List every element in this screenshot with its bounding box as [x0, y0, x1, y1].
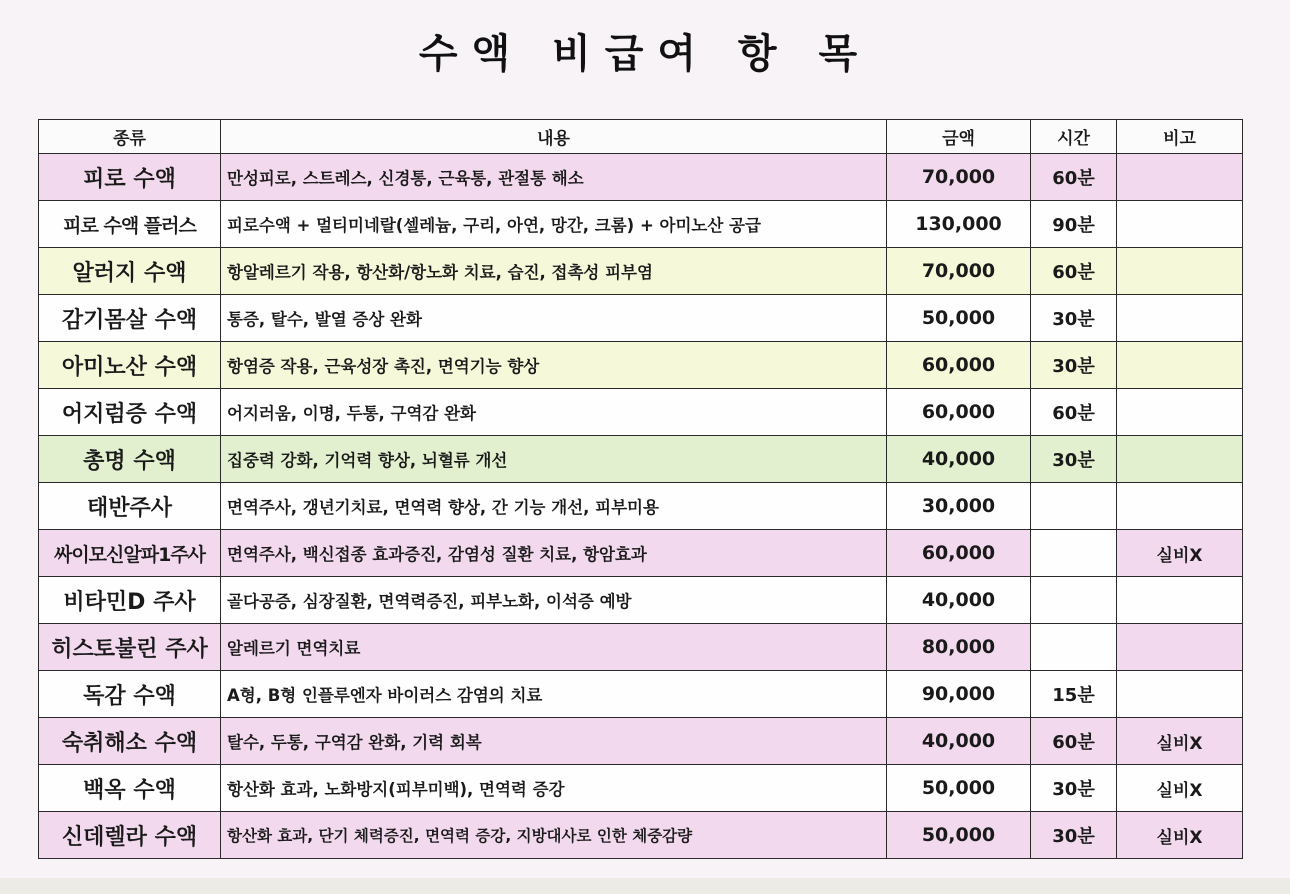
row-type: 백옥 수액 [39, 765, 221, 812]
row-desc: 집중력 강화, 기억력 향상, 뇌혈류 개선 [221, 436, 887, 483]
row-price: 60,000 [887, 389, 1031, 436]
row-time [1031, 483, 1117, 530]
row-note [1117, 577, 1243, 624]
table-row [39, 436, 1243, 483]
page-title: 수액 비급여 항 목 [418, 31, 872, 77]
header-desc: 내용 [221, 120, 887, 154]
row-desc: 항산화 효과, 단기 체력증진, 면역력 증강, 지방대사로 인한 체중감량 [221, 812, 887, 859]
price-table [38, 119, 1243, 859]
row-desc: 항산화 효과, 노화방지(피부미백), 면역력 증강 [221, 765, 887, 812]
row-price: 60,000 [887, 530, 1031, 577]
table-row [39, 671, 1243, 718]
row-type: 독감 수액 [39, 671, 221, 718]
row-note [1117, 295, 1243, 342]
table-row [39, 389, 1243, 436]
row-time: 15분 [1031, 671, 1117, 718]
row-note [1117, 154, 1243, 201]
row-time [1031, 624, 1117, 671]
table-row [39, 295, 1243, 342]
row-note [1117, 342, 1243, 389]
row-price: 40,000 [887, 436, 1031, 483]
row-desc: 탈수, 두통, 구역감 완화, 기력 회복 [221, 718, 887, 765]
row-time: 30분 [1031, 295, 1117, 342]
header-price: 금액 [887, 120, 1031, 154]
table-row [39, 342, 1243, 389]
row-type: 신데렐라 수액 [39, 812, 221, 859]
row-type: 숙취해소 수액 [39, 718, 221, 765]
table-row [39, 812, 1243, 859]
row-note: 실비X [1117, 530, 1243, 577]
row-price: 130,000 [887, 201, 1031, 248]
row-desc: A형, B형 인플루엔자 바이러스 감염의 치료 [221, 671, 887, 718]
header-note: 비고 [1117, 120, 1243, 154]
row-price: 90,000 [887, 671, 1031, 718]
row-type: 싸이모신알파1주사 [39, 530, 221, 577]
table-row [39, 718, 1243, 765]
row-type: 피로 수액 플러스 [39, 201, 221, 248]
row-desc: 통증, 탈수, 발열 증상 완화 [221, 295, 887, 342]
row-type: 어지럼증 수액 [39, 389, 221, 436]
table-row [39, 248, 1243, 295]
row-type: 알러지 수액 [39, 248, 221, 295]
row-desc: 항알레르기 작용, 항산화/항노화 치료, 습진, 접촉성 피부염 [221, 248, 887, 295]
table-row [39, 530, 1243, 577]
row-price: 40,000 [887, 577, 1031, 624]
row-price: 30,000 [887, 483, 1031, 530]
row-time: 60분 [1031, 389, 1117, 436]
row-note [1117, 483, 1243, 530]
row-desc: 골다공증, 심장질환, 면역력증진, 피부노화, 이석증 예방 [221, 577, 887, 624]
row-time: 30분 [1031, 812, 1117, 859]
row-time: 30분 [1031, 765, 1117, 812]
page-bottom-edge [0, 878, 1290, 894]
row-price: 70,000 [887, 154, 1031, 201]
row-time: 60분 [1031, 248, 1117, 295]
row-desc: 피로수액 + 멀티미네랄(셀레늄, 구리, 아연, 망간, 크롬) + 아미노산 공급 [221, 201, 887, 248]
row-note [1117, 389, 1243, 436]
row-note [1117, 201, 1243, 248]
row-desc: 면역주사, 백신접종 효과증진, 감염성 질환 치료, 항암효과 [221, 530, 887, 577]
row-time: 30분 [1031, 342, 1117, 389]
row-price: 50,000 [887, 295, 1031, 342]
row-type: 비타민D 주사 [39, 577, 221, 624]
row-price: 50,000 [887, 812, 1031, 859]
row-time [1031, 530, 1117, 577]
table-row [39, 483, 1243, 530]
table-row [39, 624, 1243, 671]
row-time: 90분 [1031, 201, 1117, 248]
row-desc: 면역주사, 갱년기치료, 면역력 향상, 간 기능 개선, 피부미용 [221, 483, 887, 530]
row-type: 히스토불린 주사 [39, 624, 221, 671]
row-note [1117, 624, 1243, 671]
row-time: 30분 [1031, 436, 1117, 483]
row-price: 40,000 [887, 718, 1031, 765]
row-type: 태반주사 [39, 483, 221, 530]
row-time: 60분 [1031, 154, 1117, 201]
row-type: 아미노산 수액 [39, 342, 221, 389]
row-type: 총명 수액 [39, 436, 221, 483]
header-time: 시간 [1031, 120, 1117, 154]
row-note [1117, 248, 1243, 295]
row-type: 감기몸살 수액 [39, 295, 221, 342]
header-row [39, 120, 1243, 154]
row-desc: 알레르기 면역치료 [221, 624, 887, 671]
table-row [39, 765, 1243, 812]
row-price: 80,000 [887, 624, 1031, 671]
row-price: 50,000 [887, 765, 1031, 812]
row-note [1117, 671, 1243, 718]
row-note: 실비X [1117, 765, 1243, 812]
row-time [1031, 577, 1117, 624]
row-price: 70,000 [887, 248, 1031, 295]
header-type: 종류 [39, 120, 221, 154]
row-desc: 항염증 작용, 근육성장 촉진, 면역기능 향상 [221, 342, 887, 389]
table-row [39, 577, 1243, 624]
row-note: 실비X [1117, 718, 1243, 765]
row-price: 60,000 [887, 342, 1031, 389]
table-row [39, 201, 1243, 248]
row-type: 피로 수액 [39, 154, 221, 201]
row-desc: 만성피로, 스트레스, 신경통, 근육통, 관절통 해소 [221, 154, 887, 201]
row-desc: 어지러움, 이명, 두통, 구역감 완화 [221, 389, 887, 436]
row-note: 실비X [1117, 812, 1243, 859]
row-time: 60분 [1031, 718, 1117, 765]
table-row [39, 154, 1243, 201]
row-note [1117, 436, 1243, 483]
